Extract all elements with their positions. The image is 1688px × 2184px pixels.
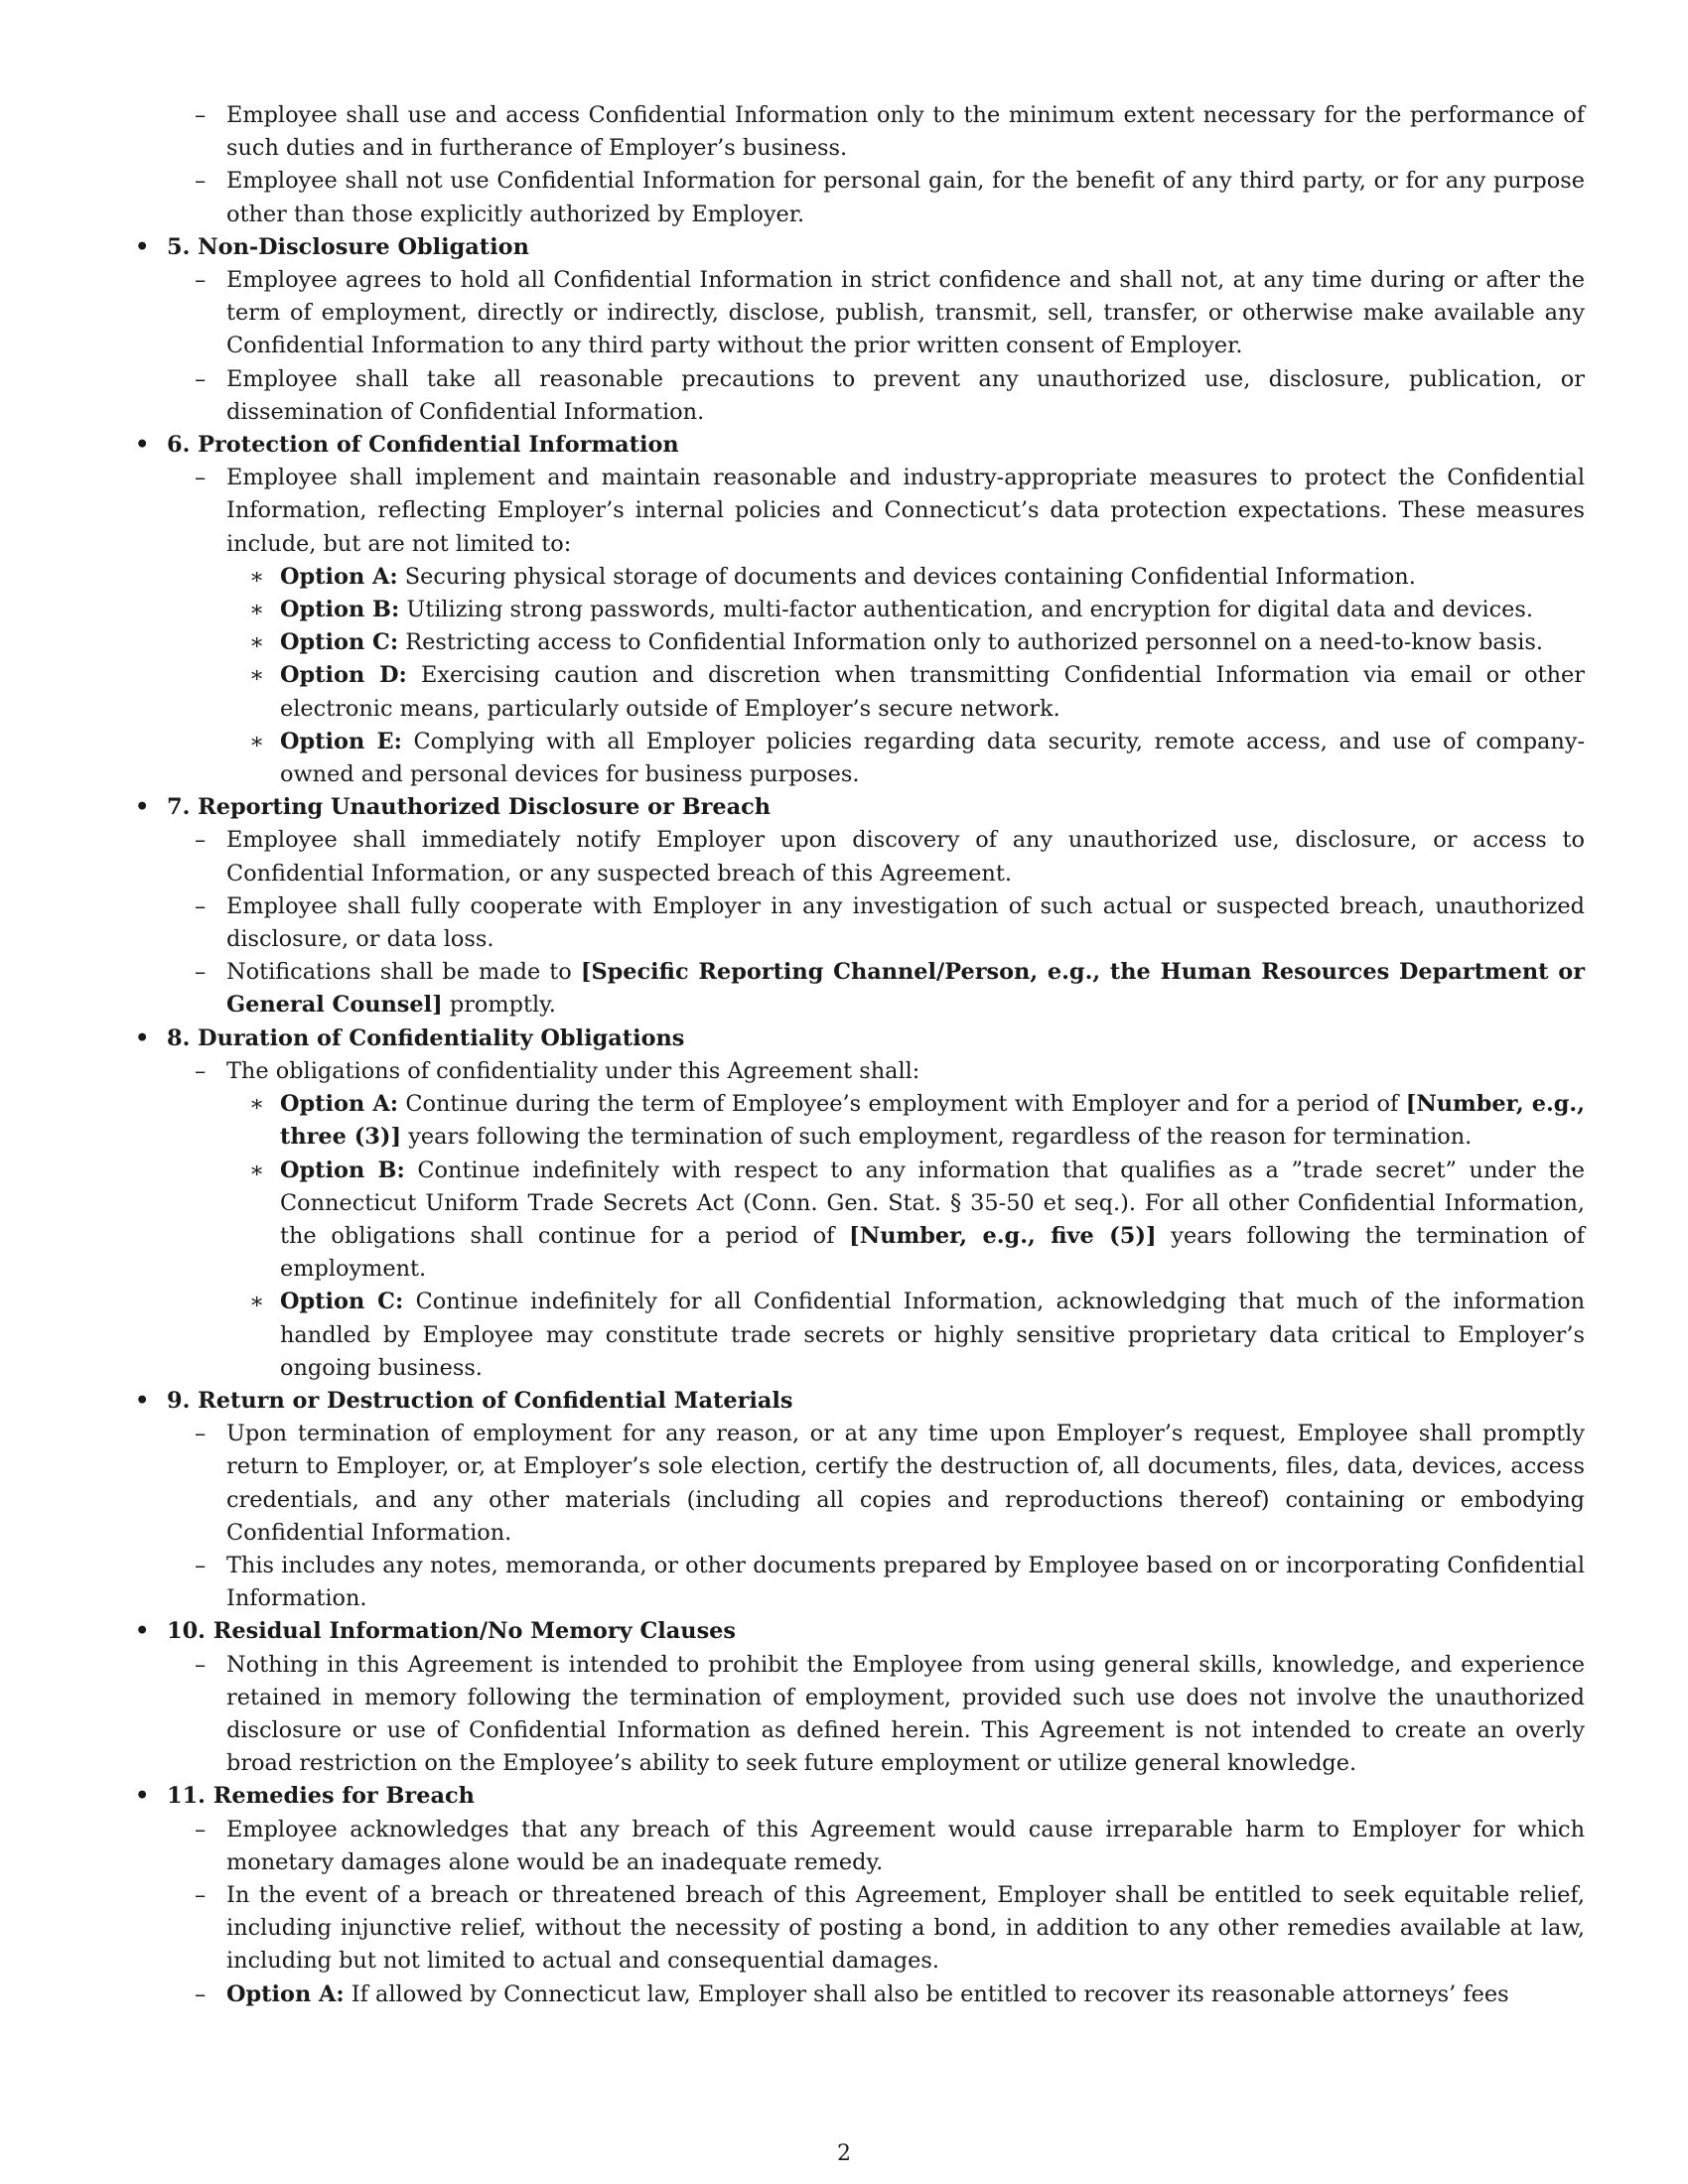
item-text: Employee acknowledges that any breach of this Agreement would cause irreparable harm to Employer for which monetary damages alone would be an inadequate remedy. (226, 1816, 1585, 1875)
list-item (0, 99, 1688, 165)
section-heading (0, 231, 1688, 264)
section-heading (0, 1780, 1688, 1813)
item-text: Employee shall not use Confidential Information for personal gain, for the benefit of any third party, or for any purpose other than those explicitly authorized by Employer. (226, 168, 1585, 227)
section-heading (0, 791, 1688, 824)
section-heading (0, 1385, 1688, 1418)
section-title: 9. Return or Destruction of Confidential Materials (167, 1387, 793, 1414)
section-title: 7. Reporting Unauthorized Disclosure or Breach (167, 794, 772, 821)
bullet-marker: • (135, 1783, 150, 1810)
dash-marker: – (195, 1057, 207, 1084)
option-item (0, 561, 1688, 594)
item-text: Nothing in this Agreement is intended to prohibit the Employee from using general skills, knowledge, and experience retained in memory following the termination of employment, provided such use does not involve the unauthorized disclosure or use of Confidential Information as defined herein. This Agreement is not intended to create an overly broad restriction on the Employee’s ability to seek future employment or utilize general knowledge. (226, 1651, 1585, 1777)
item-text: Employee shall use and access Confidential Information only to the minimum extent necessary for the performance of such duties and in furtherance of Employer’s business. (226, 102, 1585, 162)
item-text: Complying with all Employer policies regarding data security, remote access, and use of company-owned and personal devices for business purposes. (280, 728, 1586, 788)
placeholder-field: [Number, e.g., five (5)] (849, 1222, 1157, 1249)
option-label: Option D: (280, 662, 407, 689)
section (0, 1023, 1688, 1385)
list-item (0, 363, 1688, 429)
item-text: Continue indefinitely with respect to any information that qualifies as a ”trade secret” under the Connecticut Uniform Trade Secrets Act (Conn. Gen. Stat. § 35-50 et seq.). For all other Confidential Information, the obligations shall continue for a period of (280, 1157, 1585, 1249)
page-number: 2 (837, 2141, 851, 2166)
dash-marker: – (195, 1421, 207, 1447)
section-title: 8. Duration of Confidentiality Obligations (167, 1024, 685, 1051)
option-label: Option A: (226, 1980, 345, 2007)
dash-marker: – (195, 168, 207, 195)
item-text: Upon termination of employment for any reason, or at any time upon Employer’s request, Employee shall promptly return to Employer, or, at Employer’s sole election, certify the destruction of, all documents, files, data, devices, access credentials, and any other materials (including all copies and reproductions thereof) containing or embodying Confidential Information. (226, 1421, 1585, 1546)
asterisk-marker: ∗ (249, 662, 265, 689)
item-text: Employee shall implement and maintain reasonable and industry-appropriate measures to protect the Confidential Information, reflecting Employer’s internal policies and Connecticut’s data protection expectations. These measures include, but are not limited to: (226, 465, 1585, 557)
option-item (0, 1088, 1688, 1154)
item-text-tail: promptly. (442, 992, 556, 1019)
dash-marker: – (195, 1651, 207, 1678)
section (0, 1780, 1688, 2010)
item-text: Employee shall take all reasonable precautions to prevent any unauthorized use, disclosure, publication, or dissemination of Confidential Information. (226, 365, 1585, 425)
list-item (0, 824, 1688, 889)
section (0, 1385, 1688, 1615)
item-text: Employee agrees to hold all Confidential Information in strict confidence and shall not, at any time during or after the term of employment, directly or indirectly, disclose, publish, transmit, sell, transfer, or otherwise make available any Confidential Information to any third party without the prior written consent of Employer. (226, 267, 1585, 359)
bullet-marker: • (135, 233, 150, 260)
section-heading (0, 429, 1688, 462)
list-item (0, 1649, 1688, 1781)
section (0, 1615, 1688, 1780)
option-item (0, 1286, 1688, 1385)
section-title: 11. Remedies for Breach (167, 1783, 475, 1810)
section-heading (0, 1615, 1688, 1648)
item-text: Continue during the term of Employee’s employment with Employer and for a period of (405, 1091, 1406, 1118)
list-item (0, 1879, 1688, 1979)
dash-marker: – (195, 892, 207, 919)
list-item (0, 264, 1688, 363)
bullet-marker: • (135, 1024, 150, 1051)
option-item (0, 726, 1688, 791)
item-text: The obligations of confidentiality under this Agreement shall: (226, 1057, 920, 1084)
dash-marker: – (195, 102, 207, 128)
option-label: Option C: (280, 629, 399, 656)
bullet-marker: • (135, 794, 150, 821)
list-item (0, 462, 1688, 561)
option-label: Option B: (280, 1157, 405, 1183)
dash-marker: – (195, 1816, 207, 1843)
option-label: Option B: (280, 597, 400, 623)
list-item (0, 890, 1688, 956)
item-text: This includes any notes, memoranda, or other documents prepared by Employee based on or incorporating Confidential Information. (226, 1552, 1585, 1612)
item-text: Notifications shall be made to (226, 959, 581, 986)
dash-marker: – (195, 267, 207, 294)
section (0, 791, 1688, 1022)
dash-marker: – (195, 1881, 207, 1908)
asterisk-marker: ∗ (249, 629, 265, 656)
dash-marker: – (195, 365, 207, 392)
item-text: Employee shall immediately notify Employer upon discovery of any unauthorized use, disclosure, or access to Confidential Information, or any suspected breach of this Agreement. (226, 827, 1585, 887)
item-text: Exercising caution and discretion when transmitting Confidential Information via email or other electronic means, particularly outside of Employer’s secure network. (280, 662, 1585, 722)
section (0, 231, 1688, 429)
asterisk-marker: ∗ (249, 563, 265, 590)
section-title: 10. Residual Information/No Memory Clauses (167, 1618, 737, 1645)
option-label: Option E: (280, 728, 402, 754)
dash-marker: – (195, 1552, 207, 1578)
item-text: Employee shall fully cooperate with Employer in any investigation of such actual or suspected breach, unauthorized disclosure, or data loss. (226, 892, 1585, 953)
item-text: In the event of a breach or threatened breach of this Agreement, Employer shall be entitled to seek equitable relief, including injunctive relief, without the necessity of posting a bond, in addition to any other remedies available at law, including but not limited to actual and consequential damages. (226, 1881, 1585, 1975)
item-text-tail: years following the termination of employment. (280, 1222, 1586, 1283)
option-label: Option A: (280, 1091, 398, 1118)
asterisk-marker: ∗ (249, 1091, 265, 1118)
placeholder-field: [Number, e.g., three (3)] (280, 1091, 1585, 1151)
option-label: Option A: (280, 563, 398, 590)
asterisk-marker: ∗ (249, 1289, 265, 1315)
list-item (0, 1550, 1688, 1615)
option-item (0, 1155, 1688, 1287)
option-item (0, 626, 1688, 659)
item-text: Restricting access to Confidential Information only to authorized personnel on a need-to-know basis. (405, 629, 1544, 656)
option-label: Option C: (280, 1289, 404, 1315)
item-text: Continue indefinitely for all Confidential Information, acknowledging that much of the information handled by Employee may constitute trade secrets or highly sensitive proprietary data critical to Employer’s ongoing business. (280, 1289, 1586, 1381)
section (0, 429, 1688, 791)
item-text: If allowed by Connecticut law, Employer shall also be entitled to recover its reasonable attorneys’ fees (344, 1980, 1509, 2007)
dash-marker: – (195, 465, 207, 491)
section-heading (0, 1023, 1688, 1055)
list-item (0, 956, 1688, 1022)
list-item (0, 165, 1688, 230)
bullet-marker: • (135, 432, 150, 459)
option-item (0, 659, 1688, 725)
intro-items (0, 99, 1688, 231)
item-text: Securing physical storage of documents and devices containing Confidential Information. (404, 563, 1416, 590)
list-item (0, 1979, 1688, 2011)
option-item (0, 594, 1688, 626)
dash-marker: – (195, 1980, 207, 2007)
item-text: Utilizing strong passwords, multi-factor authentication, and encryption for digital data and devices. (406, 597, 1534, 623)
bullet-marker: • (135, 1618, 150, 1645)
section-title: 6. Protection of Confidential Information (167, 432, 679, 459)
dash-marker: – (195, 827, 207, 854)
section-title: 5. Non-Disclosure Obligation (167, 233, 529, 260)
asterisk-marker: ∗ (249, 728, 265, 754)
list-item (0, 1418, 1688, 1550)
document-page (0, 99, 1688, 2011)
item-text-tail: years following the termination of such employment, regardless of the reason for termination. (401, 1124, 1473, 1151)
asterisk-marker: ∗ (249, 1157, 265, 1183)
asterisk-marker: ∗ (249, 597, 265, 623)
bullet-marker: • (135, 1387, 150, 1414)
list-item (0, 1814, 1688, 1879)
list-item (0, 1055, 1688, 1088)
dash-marker: – (195, 959, 207, 986)
placeholder-field: [Specific Reporting Channel/Person, e.g., the Human Resources Department or General Counsel] (226, 959, 1585, 1019)
